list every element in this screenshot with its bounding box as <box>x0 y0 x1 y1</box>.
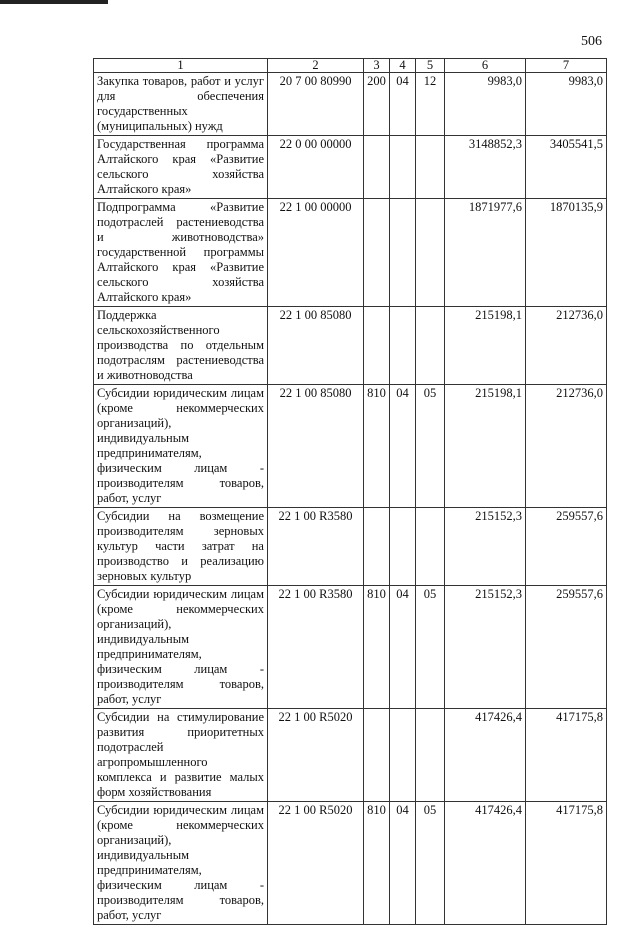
row-pr: 05 <box>416 802 445 925</box>
row-pr <box>416 709 445 802</box>
row-name: Субсидии на возмещение производителям зерновых культур части затрат на производство и реализацию зерновых культур <box>94 508 268 586</box>
header-row <box>94 59 607 73</box>
row-sum2: 212736,0 <box>526 307 607 385</box>
table-row <box>94 508 607 586</box>
row-rz <box>390 199 416 307</box>
row-sum2: 212736,0 <box>526 385 607 508</box>
row-code: 22 1 00 R3580 <box>268 508 364 586</box>
row-name: Субсидии юридическим лицам (кроме некоммерческих организаций), индивидуальным предпринимателям, физическим лицам - производителям товаров, работ, услуг <box>94 385 268 508</box>
table-row <box>94 385 607 508</box>
row-sum2: 1870135,9 <box>526 199 607 307</box>
table-row <box>94 586 607 709</box>
row-sum1: 417426,4 <box>445 802 526 925</box>
row-name: Закупка товаров, работ и услуг для обеспечения государственных (муниципальных) нужд <box>94 73 268 136</box>
row-sum2: 259557,6 <box>526 586 607 709</box>
row-rz: 04 <box>390 586 416 709</box>
header-col-2: 2 <box>268 59 364 73</box>
top-rule <box>0 0 108 4</box>
row-rz: 04 <box>390 73 416 136</box>
row-pr <box>416 508 445 586</box>
table-row <box>94 73 607 136</box>
row-name: Субсидии юридическим лицам (кроме некоммерческих организаций), индивидуальным предпринимателям, физическим лицам - производителям товаров, работ, услуг <box>94 802 268 925</box>
row-pr: 05 <box>416 586 445 709</box>
row-sum1: 1871977,6 <box>445 199 526 307</box>
table-row <box>94 136 607 199</box>
row-pr <box>416 136 445 199</box>
row-vr <box>364 709 390 802</box>
header-col-3: 3 <box>364 59 390 73</box>
row-code: 22 1 00 R3580 <box>268 586 364 709</box>
header-col-1: 1 <box>94 59 268 73</box>
row-name: Субсидии на стимулирование развития приоритетных подотраслей агропромышленного комплекса и развитие малых форм хозяйствования <box>94 709 268 802</box>
row-pr: 12 <box>416 73 445 136</box>
header-col-7: 7 <box>526 59 607 73</box>
budget-table <box>93 58 607 925</box>
row-pr <box>416 199 445 307</box>
row-sum2: 3405541,5 <box>526 136 607 199</box>
table-row <box>94 307 607 385</box>
row-rz: 04 <box>390 802 416 925</box>
row-vr: 810 <box>364 586 390 709</box>
row-sum2: 417175,8 <box>526 709 607 802</box>
row-code: 22 1 00 85080 <box>268 385 364 508</box>
row-rz <box>390 307 416 385</box>
table-row <box>94 709 607 802</box>
table-row <box>94 199 607 307</box>
row-sum1: 3148852,3 <box>445 136 526 199</box>
header-col-6: 6 <box>445 59 526 73</box>
row-code: 20 7 00 80990 <box>268 73 364 136</box>
row-code: 22 1 00 R5020 <box>268 802 364 925</box>
header-col-5: 5 <box>416 59 445 73</box>
row-code: 22 1 00 85080 <box>268 307 364 385</box>
row-code: 22 1 00 R5020 <box>268 709 364 802</box>
row-name: Подпрограмма «Развитие подотраслей растениеводства и животноводства» государственной программы Алтайского края «Развитие сельского хозяйства Алтайского края» <box>94 199 268 307</box>
row-rz <box>390 709 416 802</box>
table-row <box>94 802 607 925</box>
row-vr: 810 <box>364 385 390 508</box>
row-sum1: 9983,0 <box>445 73 526 136</box>
row-vr: 810 <box>364 802 390 925</box>
row-vr <box>364 307 390 385</box>
row-name: Субсидии юридическим лицам (кроме некоммерческих организаций), индивидуальным предпринимателям, физическим лицам - производителям товаров, работ, услуг <box>94 586 268 709</box>
row-name: Государственная программа Алтайского края «Развитие сельского хозяйства Алтайского края» <box>94 136 268 199</box>
row-vr <box>364 508 390 586</box>
row-name: Поддержка сельскохозяйственного производства по отдельным подотраслям растениеводства и животноводства <box>94 307 268 385</box>
row-pr: 05 <box>416 385 445 508</box>
row-sum1: 215198,1 <box>445 307 526 385</box>
row-sum2: 9983,0 <box>526 73 607 136</box>
row-pr <box>416 307 445 385</box>
row-sum1: 417426,4 <box>445 709 526 802</box>
header-col-4: 4 <box>390 59 416 73</box>
row-rz <box>390 136 416 199</box>
row-code: 22 1 00 00000 <box>268 199 364 307</box>
row-sum1: 215152,3 <box>445 508 526 586</box>
row-sum1: 215152,3 <box>445 586 526 709</box>
page-number: 506 <box>581 34 602 49</box>
row-rz <box>390 508 416 586</box>
row-sum2: 417175,8 <box>526 802 607 925</box>
row-vr: 200 <box>364 73 390 136</box>
row-rz: 04 <box>390 385 416 508</box>
row-sum2: 259557,6 <box>526 508 607 586</box>
row-vr <box>364 199 390 307</box>
row-vr <box>364 136 390 199</box>
row-sum1: 215198,1 <box>445 385 526 508</box>
row-code: 22 0 00 00000 <box>268 136 364 199</box>
